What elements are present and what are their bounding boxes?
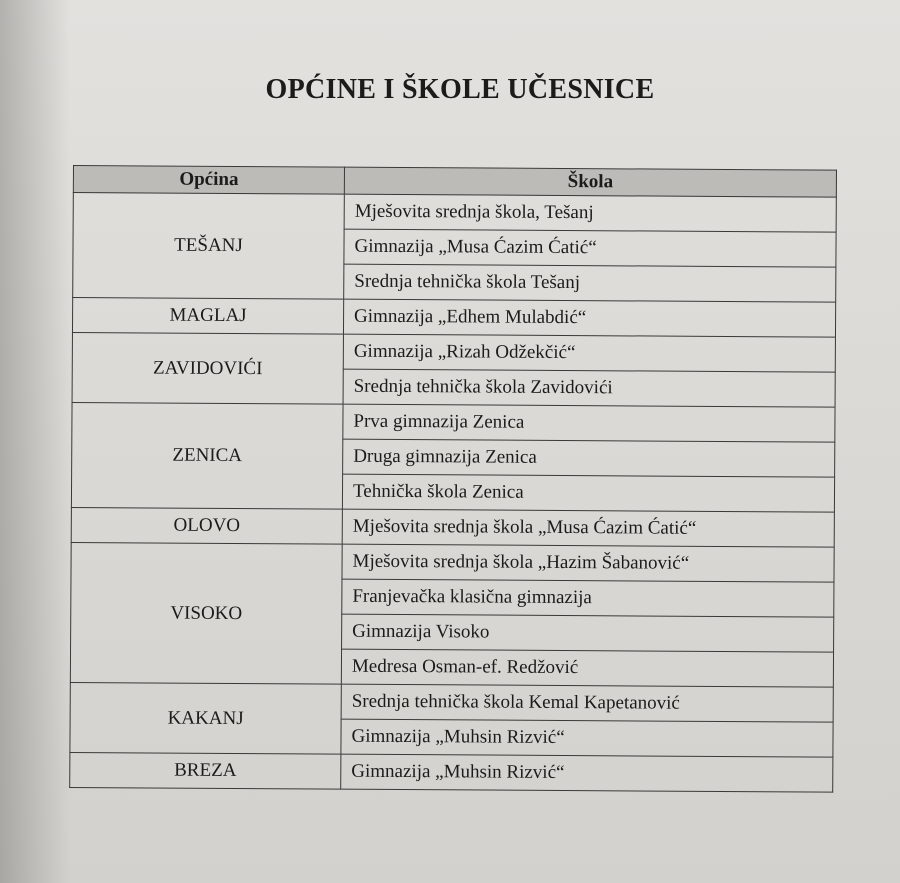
table-row xyxy=(72,402,835,442)
skola-cell: Mješovita srednja škola „Hazim Šabanović“ xyxy=(342,544,834,582)
opcina-cell: BREZA xyxy=(70,752,341,789)
page-title: OPĆINE I ŠKOLE UČESNICE xyxy=(265,74,655,105)
skola-cell: Srednja tehnička škola Zavidovići xyxy=(343,369,835,407)
skola-cell: Mješovita srednja škola, Tešanj xyxy=(344,194,836,232)
skola-cell: Medresa Osman-ef. Redžović xyxy=(341,649,833,687)
opcina-cell: TEŠANJ xyxy=(73,193,345,300)
skola-cell: Gimnazija „Edhem Mulabdić“ xyxy=(343,299,835,337)
schools-table xyxy=(69,165,837,793)
skola-cell: Gimnazija „Musa Ćazim Ćatić“ xyxy=(344,229,836,267)
table-row xyxy=(73,193,836,233)
skola-cell: Gimnazija „Rizah Odžekčić“ xyxy=(343,334,835,372)
header-opcina: Općina xyxy=(73,166,344,195)
table-container xyxy=(69,165,839,793)
page-edge-shadow xyxy=(0,0,70,883)
table-row xyxy=(71,542,834,582)
skola-cell: Gimnazija „Muhsin Rizvić“ xyxy=(341,719,833,757)
opcina-cell: OLOVO xyxy=(71,507,342,544)
opcina-cell: ZENICA xyxy=(71,402,343,509)
opcina-cell: VISOKO xyxy=(70,542,342,684)
skola-cell: Srednja tehnička škola Kemal Kapetanović xyxy=(341,684,833,722)
table-row xyxy=(71,507,834,547)
skola-cell: Franjevačka klasična gimnazija xyxy=(342,579,834,617)
skola-cell: Mješovita srednja škola „Musa Ćazim Ćatić“ xyxy=(342,509,834,547)
header-skola: Škola xyxy=(344,167,836,197)
skola-cell: Druga gimnazija Zenica xyxy=(343,439,835,477)
skola-cell: Tehnička škola Zenica xyxy=(342,474,834,512)
skola-cell: Srednja tehnička škola Tešanj xyxy=(344,264,836,302)
opcina-cell: KAKANJ xyxy=(70,682,341,754)
opcina-cell: ZAVIDOVIĆI xyxy=(72,332,343,404)
table-row xyxy=(70,682,833,722)
table-row xyxy=(70,752,833,792)
table-row xyxy=(72,298,835,338)
opcina-cell: MAGLAJ xyxy=(72,298,343,335)
skola-cell: Prva gimnazija Zenica xyxy=(343,404,835,442)
table-row xyxy=(72,332,835,372)
skola-cell: Gimnazija Visoko xyxy=(342,614,834,652)
skola-cell: Gimnazija „Muhsin Rizvić“ xyxy=(341,754,833,792)
